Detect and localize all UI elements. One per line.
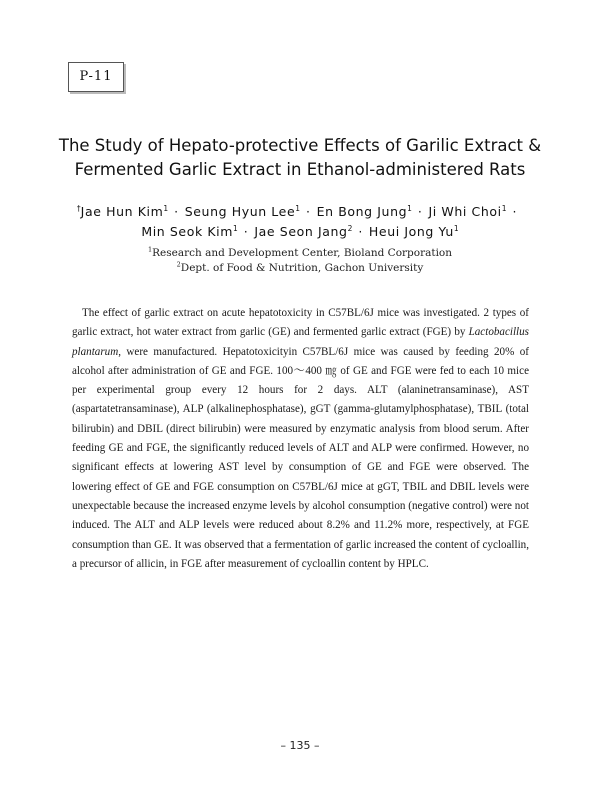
author-affiliation-mark: 1 [295, 203, 301, 213]
author-separator: · [417, 204, 423, 219]
author-affiliation-mark: 2 [347, 223, 353, 233]
abstract-paragraph [72, 304, 529, 574]
author-name: Seung Hyun Lee [184, 204, 296, 219]
poster-number-badge: P-11 [68, 62, 124, 92]
title-line-1: The Study of Hepato-protective Effects of Garilic Extract & [58, 136, 542, 155]
author-name: En Bong Jung [316, 204, 408, 219]
author-list [30, 202, 570, 242]
organism-name: Lactobacillus plantarum [72, 326, 529, 358]
affiliation-list [30, 246, 570, 276]
corresponding-author-mark: † [76, 203, 81, 213]
affiliation-1 [30, 246, 570, 261]
affiliation-text: Research and Development Center, Bioland Corporation [152, 247, 453, 259]
author-name: Min Seok Kim [141, 224, 234, 239]
abstract-text-part-1: The effect of garlic extract on acute hepatotoxicity in C57BL/6J mice was investigated. 2 types of garlic extract, hot water extract from garlic (GE) and fermented garlic extract (FGE) by [72, 307, 529, 339]
author-separator: · [243, 224, 249, 239]
affiliation-number: 1 [147, 245, 153, 254]
author-separator: · [174, 204, 179, 219]
author-line-2 [30, 222, 570, 242]
author-affiliation-mark: 1 [163, 203, 169, 213]
author-name: Jae Seon Jang [254, 224, 348, 239]
page-number: – 135 – [280, 739, 320, 752]
author-separator: · [512, 204, 518, 219]
author-separator: · [306, 204, 311, 219]
author-affiliation-mark: 1 [407, 203, 412, 213]
author-name: Ji Whi Choi [428, 204, 502, 219]
author-line-1 [30, 202, 570, 222]
author-affiliation-mark: 1 [453, 223, 459, 233]
author-affiliation-mark: 1 [233, 223, 238, 233]
author-affiliation-mark: 1 [501, 203, 507, 213]
affiliation-number: 2 [176, 260, 181, 269]
affiliation-2 [30, 261, 570, 276]
affiliation-text: Dept. of Food & Nutrition, Gachon University [180, 262, 424, 274]
author-name: Jae Hun Kim [80, 204, 164, 219]
paper-title [40, 134, 560, 182]
author-separator: · [358, 224, 363, 239]
abstract-text-part-2: , were manufactured. Hepatotoxicityin C57BL/6J mice was caused by feeding 20% of alcohol after administration of GE and FGE. 100～400 ㎎ of GE and FGE were fed to each 10 mice per experimental group every 12 hours for 2 days. ALT (alaninetransaminase), AST (aspartatetransaminase), ALP (alkalinephosphatase), gGT (gamma-glutamylphosphatase), TBIL (total bilirubin) and DBIL (direct bilirubin) were measured by enzymatic analysis from blood serum. After feeding GE and FGE, the significantly reduced levels of ALT and ALP were confirmed. However, no significant effects at lowering AST level by consumption of GE and FGE were observed. The lowering effect of GE and FGE consumption on C57BL/6J mice at gGT, TBIL and DBIL levels were unexpectable because the increased enzyme levels by alcohol consumption (negative control) were not induced. The ALT and ALP levels were reduced about 8.2% and 11.2% more, respectively, at FGE consumption than GE. It was observed that a fermentation of garlic increased the content of cycloallin, a precursor of allicin, in FGE after measurement of cycloallin content by HPLC. [72, 345, 529, 570]
title-line-2: Fermented Garlic Extract in Ethanol-administered Rats [74, 160, 526, 179]
author-name: Heui Jong Yu [368, 224, 454, 239]
